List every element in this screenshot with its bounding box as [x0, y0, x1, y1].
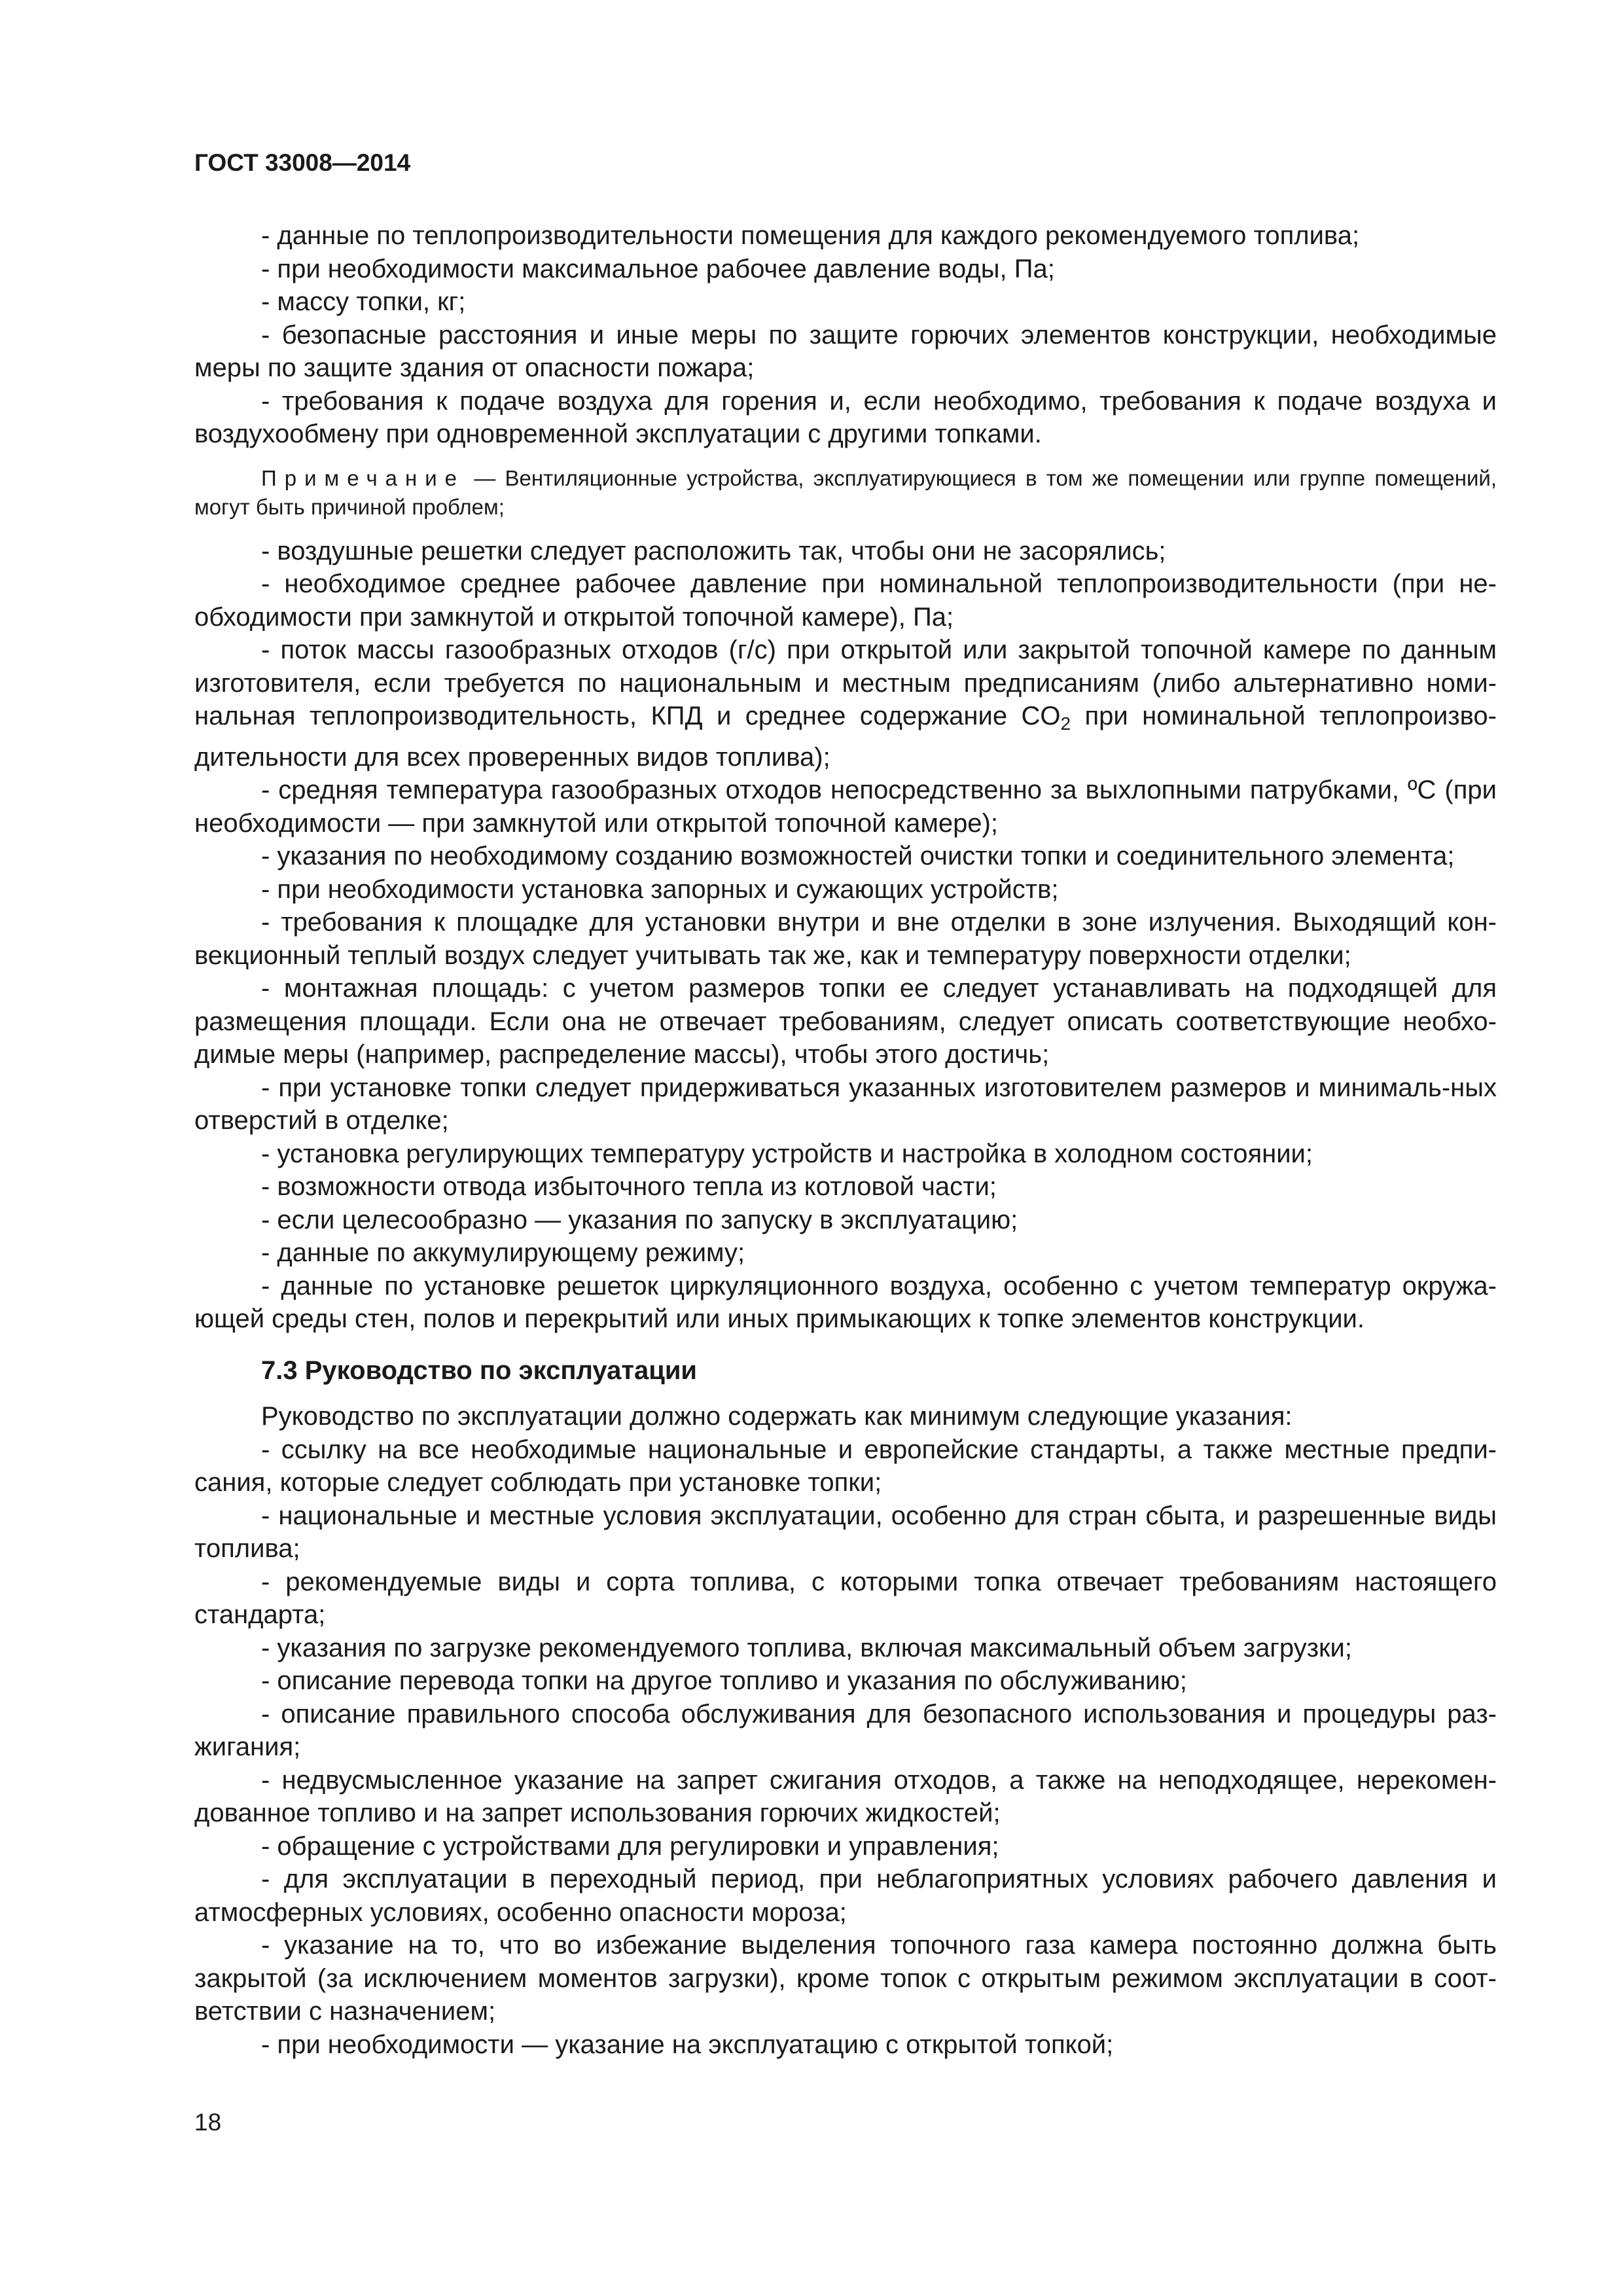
- list-item: - для эксплуатации в переходный период, при неблагоприятных условиях рабочего давления и атмосферных условиях, особенно опасности мороза;: [194, 1865, 1497, 1927]
- list-item: - данные по установке решеток циркуляционного воздуха, особенно с учетом температур окружа-ющей среды стен, полов и перекрытий или иных примыкающих к топке элементов конструкции.: [194, 1271, 1497, 1333]
- body-text: [194, 219, 1497, 2061]
- co2-text-after: при номинальной теплопроизво-дительности для всех проверенных видов топлива);: [194, 702, 1497, 772]
- list-item: [194, 253, 1497, 286]
- list-item: - недвусмысленное указание на запрет сжигания отходов, а также на неподходящее, нерекомен-дованное топливо и на запрет использования горючих жидкостей;: [194, 1765, 1497, 1827]
- list-item: - при необходимости — указание на эксплуатацию с открытой топкой;: [261, 2030, 1114, 2059]
- list-item: - возможности отвода избыточного тепла из котловой части;: [261, 1172, 997, 1201]
- list-item: - национальные и местные условия эксплуатации, особенно для стран сбыта, и разрешенные виды топлива;: [194, 1501, 1497, 1563]
- list-item: - безопасные расстояния и иные меры по защите горючих элементов конструкции, необходимые меры по защите здания от опасности пожара;: [194, 320, 1497, 382]
- list-item: - указание на то, что во избежание выделения топочного газа камера постоянно должна быть закрытой (за исключением моментов загрузки), кроме топок с открытым режимом эксплуатации в соот-ветствии с назначением;: [194, 1931, 1497, 2026]
- list-item: - указания по необходимому созданию возможностей очистки топки и соединительного элемента;: [261, 842, 1455, 870]
- list-item: - при необходимости установка запорных и сужающих устройств;: [261, 874, 1059, 904]
- page-number: 18: [194, 2109, 222, 2136]
- list-item: - необходимое среднее рабочее давление при номинальной теплопроизводительности (при не-обходимости при замкнутой и открытой топочной камере), Па;: [194, 569, 1497, 632]
- list-item-text: - при необходимости максимальное рабочее давление воды, Па;: [261, 254, 1055, 283]
- list-item: - если целесообразно — указания по запуску в эксплуатацию;: [261, 1205, 1018, 1234]
- list-item: - требования к площадке для установки внутри и вне отделки в зоне излучения. Выходящий кон-векционный теплый воздух следует учитывать так же, как и температуру поверхности отделки;: [194, 908, 1497, 970]
- list-item: - установка регулирующих температуру устройств и настройка в холодном состоянии;: [261, 1139, 1313, 1168]
- list-item: - массу топки, кг;: [261, 287, 466, 316]
- list-item: - данные по теплопроизводительности помещения для каждого рекомендуемого топлива;: [261, 221, 1360, 250]
- list-item: - при установке топки следует придерживаться указанных изготовителем размеров и минималь-ных отверстий в отделке;: [194, 1073, 1497, 1135]
- list-item: - рекомендуемые виды и сорта топлива, с которыми топка отвечает требованиям настоящего стандарта;: [194, 1567, 1497, 1629]
- list-item: - средняя температура газообразных отходов непосредственно за выхлопными патрубками, ºC (при необходимости — при замкнутой или открытой топочной камере);: [194, 776, 1497, 838]
- list-item: [194, 634, 1497, 774]
- list-item: - монтажная площадь: с учетом размеров топки ее следует устанавливать на подходящей для размещения площади. Если она не отвечает требованиям, следует описать соответствующие необхо-димые меры (например, распределение массы), чтобы этого достичь;: [194, 974, 1497, 1069]
- co2-text-before: - поток массы газообразных отходов (г/с) при открытой или закрытой топочной камере по данным изготовителя, если требуется по национальным и местным предписаниям (либо альтернативно номи-нальная теплопроизводительность, КПД и среднее содержание CO: [194, 636, 1497, 730]
- note-label: Примечание: [261, 465, 465, 490]
- section-intro: Руководство по эксплуатации должно содержать как минимум следующие указания:: [261, 1402, 1293, 1431]
- list-item: - ссылку на все необходимые национальные и европейские стандарты, а также местные предпи-сания, которые следует соблюдать при установке топки;: [194, 1435, 1497, 1497]
- list-item: - воздушные решетки следует расположить так, чтобы они не засорялись;: [261, 536, 1166, 565]
- document-number: ГОСТ 33008—2014: [194, 149, 411, 176]
- note-text: — Вентиляционные устройства, эксплуатирующиеся в том же помещении или группе помещений, могут быть причиной проблем;: [194, 465, 1497, 519]
- list-item: - требования к подаче воздуха для горения и, если необходимо, требования к подаче воздуха и воздухообмену при одновременной эксплуатации с другими топками.: [194, 386, 1497, 448]
- list-item: - описание перевода топки на другое топливо и указания по обслуживанию;: [261, 1666, 1187, 1695]
- list-item: - обращение с устройствами для регулировки и управления;: [261, 1831, 999, 1861]
- co2-subscript: 2: [1060, 713, 1071, 734]
- section-title: 7.3 Руководство по эксплуатации: [261, 1355, 697, 1385]
- list-item: - указания по загрузке рекомендуемого топлива, включая максимальный объем загрузки;: [261, 1633, 1352, 1662]
- list-item: - данные по аккумулирующему режиму;: [261, 1238, 745, 1267]
- list-item: - описание правильного способа обслуживания для безопасного использования и процедуры раз-жигания;: [194, 1699, 1497, 1761]
- note: [194, 464, 1497, 522]
